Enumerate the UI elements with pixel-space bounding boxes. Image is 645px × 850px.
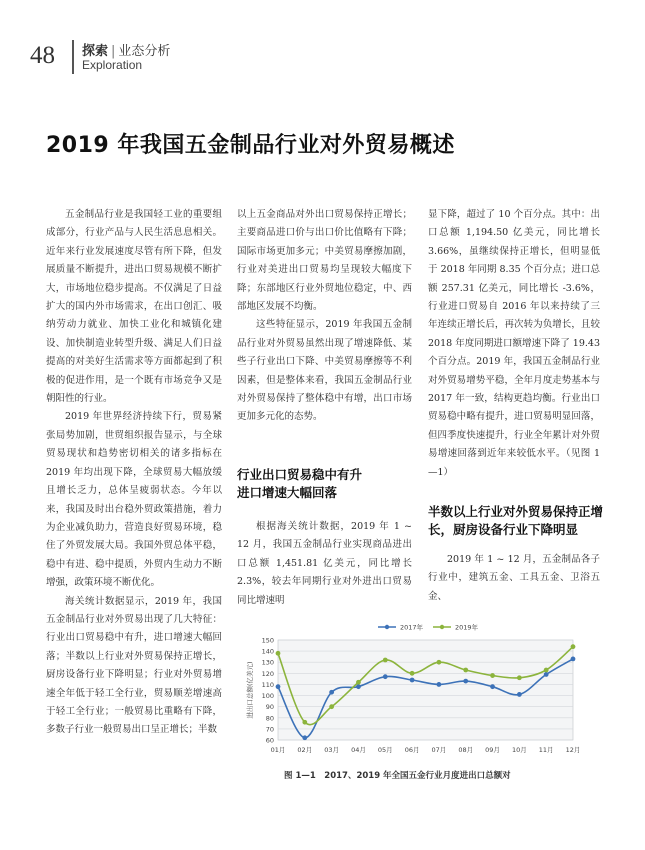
paragraph: 以上五金商品对外出口贸易保持正增长；主要商品进口价与出口价比值略有下降；国际市场更加多元；中美贸易摩擦加剧，行业对美进出口贸易均呈现较大幅度下降；东部地区行业外贸地位稳定，中、西部地区发展不均衡。: [237, 209, 412, 313]
y-tick-label: 110: [261, 680, 274, 689]
legend-marker: [440, 625, 444, 629]
paragraph: 这些特征显示，2019 年我国五金制品行业对外贸易虽然出现了增速降低、某些子行业出口下降、中美贸易摩擦等不利因素，但是整体来看，我国五金制品行业对外贸易保持了整体稳中有增，出口市场更加多元化的态势。: [237, 319, 412, 423]
article-title: 2019 年我国五金制品行业对外贸易概述: [46, 133, 455, 158]
paragraph: 海关统计数据显示，2019 年，我国五金制品行业对外贸易出现了几大特征：行业出口贸易稳中有升，进口增速大幅回落；半数以上行业对外贸易保持正增长，厨房设备行业下降明显；行业对外贸易增速全年低于轻工全行业，贸易顺差增速高于轻工全行业；一般贸易比重略有下降，多数子行业一般贸易出口呈正增长；半数: [46, 595, 222, 736]
x-tick-label: 02月: [297, 746, 313, 754]
subheading-growth: 半数以上行业对外贸易保持正增长，厨房设备行业下降明显: [428, 504, 604, 537]
x-tick-label: 07月: [431, 746, 447, 754]
x-tick-label: 03月: [324, 746, 340, 754]
legend-label: 2019年: [455, 623, 479, 632]
y-tick-label: 90: [265, 703, 274, 712]
section-name: 探索: [82, 44, 109, 59]
data-point: [383, 658, 388, 663]
y-tick-label: 100: [261, 692, 274, 701]
data-point: [329, 704, 334, 709]
data-point: [463, 668, 468, 673]
paragraph: 根据海关统计数据，2019 年 1 ~ 12 月，我国五金制品行业实现商品进出口总额 1,451.81 亿美元，同比增长 2.3%，较去年同期行业对外进出口贸易同比增速明: [237, 521, 412, 606]
x-tick-label: 01月: [270, 746, 286, 754]
subsection-name: 业态分析: [118, 44, 171, 59]
x-tick-label: 05月: [377, 746, 393, 754]
trade-line-chart: [238, 618, 583, 768]
data-point: [490, 684, 495, 689]
x-tick-label: 09月: [485, 746, 500, 754]
data-point: [383, 674, 388, 679]
data-point: [356, 680, 361, 685]
data-point: [463, 679, 468, 684]
x-tick-label: 08月: [458, 746, 474, 754]
page-number: 48: [30, 42, 55, 69]
data-point: [437, 660, 442, 665]
figure-caption: 图 1—1 2017、2019 年全国五金行业月度进出口总额对: [284, 771, 511, 781]
paragraph: 显下降，超过了 10 个百分点。其中：出口总额 1,194.50 亿美元，同比增长 3.66%，虽继续保持正增长，但明显低于 2018 年同期 8.35 个百分点；进口总额 257.31 亿美元，同比增长 -3.6%，行业进口贸易自 2016 年以来持续了三年连续正增长后，再次转为负增长，且较 2018 年度同期进口额增速下降了 19.43 个百分点。2019 年，我国五金制品行业对外贸易增势平稳，全年月度走势基本与 2017 年一致，结构更趋均衡。行业出口贸易稳中略有提升，进口贸易明显回落，但四季度快速提升，行业全年累计对外贸易增速回落到近年来较低水平。（见图 1—1）: [428, 209, 600, 478]
data-point: [410, 671, 415, 676]
data-point: [490, 673, 495, 678]
column-3-lower: [428, 551, 600, 606]
x-tick-label: 06月: [404, 746, 420, 754]
column-1: [46, 206, 222, 740]
y-tick-label: 70: [265, 725, 274, 734]
y-tick-label: 80: [265, 714, 274, 723]
header-divider: [72, 40, 74, 74]
y-tick-label: 130: [261, 658, 274, 667]
data-point: [544, 672, 549, 677]
data-point: [356, 684, 361, 689]
data-point: [329, 690, 334, 695]
x-tick-label: 10月: [511, 746, 527, 754]
column-3: [428, 206, 600, 482]
data-point: [571, 656, 576, 661]
section-title: [82, 40, 170, 59]
data-point: [517, 692, 522, 697]
subheading-export: 行业出口贸易稳中有升 进口增速大幅回落: [237, 467, 363, 500]
column-2-lower: [237, 518, 412, 610]
column-2: [237, 206, 412, 427]
y-tick-label: 60: [265, 736, 274, 745]
data-point: [571, 644, 576, 649]
y-tick-label: 150: [261, 636, 274, 645]
paragraph: 2019 年 1 ~ 12 月，五金制品各子行业中，建筑五金、工具五金、卫浴五金、: [428, 554, 600, 602]
data-point: [276, 684, 281, 689]
chart-svg: [238, 618, 583, 768]
x-tick-label: 04月: [351, 746, 366, 754]
legend-marker: [385, 625, 389, 629]
y-axis-label: 进出口总额(亿美元): [246, 661, 254, 719]
section-separator: |: [111, 44, 116, 59]
section-english: Exploration: [82, 58, 143, 72]
x-tick-label: 11月: [538, 746, 554, 754]
data-point: [302, 720, 307, 725]
paragraph: 五金制品行业是我国轻工业的重要组成部分，行业产品与人民生活息息相关。近年来行业发展速度尽管有所下降，但发展质量不断提升，进出口贸易规模不断扩大，市场地位稳步提高。不仅满足了日益扩大的国内外市场需求，在出口创汇、吸纳劳动力就业、加快工业化和城镇化建设、加快制造业转型升级、满足人们日益提高的对美好生活需求等方面都起到了积极的促进作用，是一个既有市场竞争又是朝阳性的行业。: [46, 209, 222, 405]
data-point: [437, 682, 442, 687]
data-point: [517, 675, 522, 680]
y-tick-label: 140: [261, 647, 274, 656]
data-point: [410, 678, 415, 683]
data-point: [544, 668, 549, 673]
x-tick-label: 12月: [565, 746, 581, 754]
legend-label: 2017年: [400, 623, 424, 632]
y-tick-label: 120: [261, 669, 274, 678]
data-point: [302, 735, 307, 740]
paragraph: 2019 年世界经济持续下行，贸易紧张局势加剧，世贸组织报告显示，与全球贸易现状和趋势密切相关的诸多指标在 2019 年均出现下降，全球贸易大幅放缓且增长乏力，总体呈疲弱状态。今年以来，我国及时出台稳外贸政策措施，着力为企业减负助力，营造良好贸易环境，稳住了外贸发展大局。我国外贸总体平稳，稳中有进、稳中提质，外贸内生动力不断增强，政策环境不断优化。: [46, 411, 222, 589]
data-point: [276, 651, 281, 656]
